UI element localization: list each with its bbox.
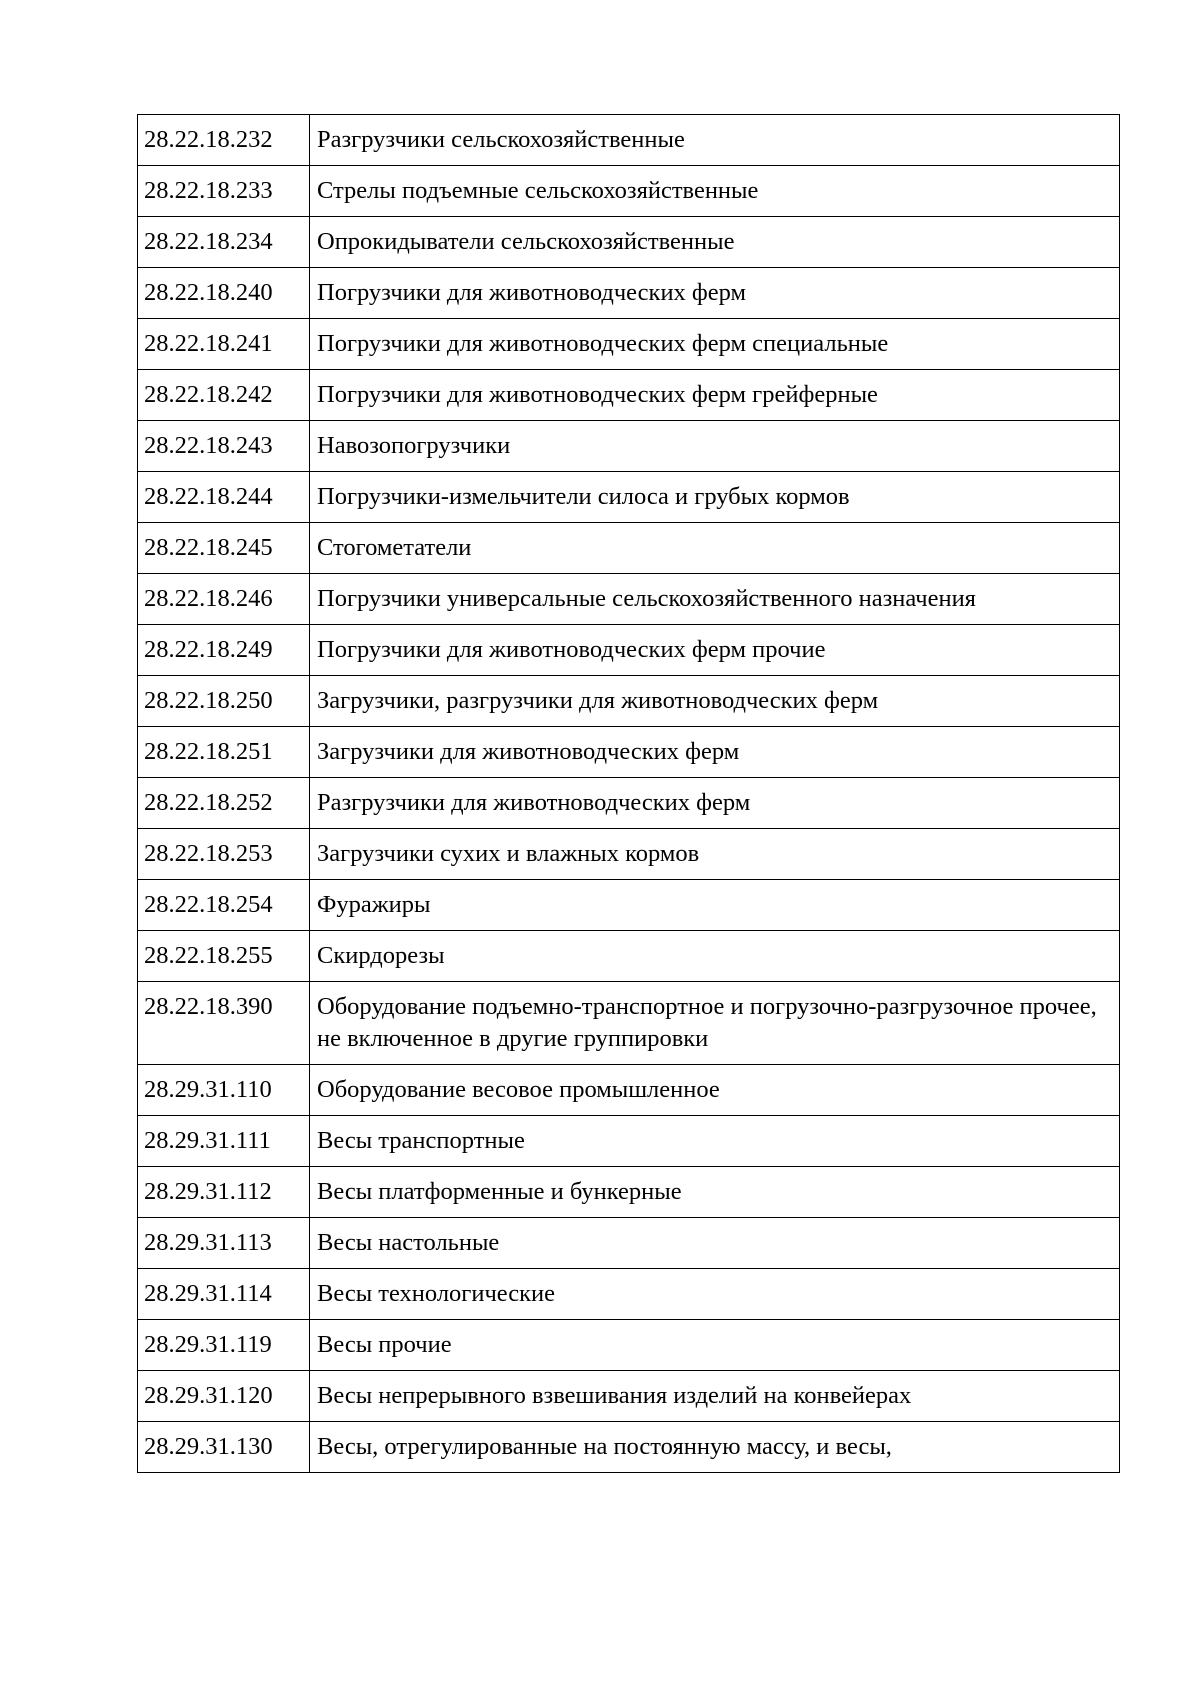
table-row bbox=[138, 1065, 1120, 1116]
code-cell: 28.22.18.242 bbox=[138, 370, 310, 421]
code-cell: 28.22.18.250 bbox=[138, 676, 310, 727]
name-cell: Погрузчики для животноводческих ферм bbox=[310, 268, 1120, 319]
table-row bbox=[138, 880, 1120, 931]
code-cell: 28.22.18.252 bbox=[138, 778, 310, 829]
table-row bbox=[138, 1167, 1120, 1218]
table-row bbox=[138, 1218, 1120, 1269]
code-cell: 28.29.31.114 bbox=[138, 1269, 310, 1320]
name-cell: Стрелы подъемные сельскохозяйственные bbox=[310, 166, 1120, 217]
table-row bbox=[138, 472, 1120, 523]
name-cell: Весы транспортные bbox=[310, 1116, 1120, 1167]
name-cell: Разгрузчики сельскохозяйственные bbox=[310, 115, 1120, 166]
code-cell: 28.29.31.112 bbox=[138, 1167, 310, 1218]
code-cell: 28.22.18.244 bbox=[138, 472, 310, 523]
name-cell: Опрокидыватели сельскохозяйственные bbox=[310, 217, 1120, 268]
code-cell: 28.22.18.254 bbox=[138, 880, 310, 931]
code-cell: 28.22.18.246 bbox=[138, 574, 310, 625]
code-cell: 28.22.18.255 bbox=[138, 931, 310, 982]
code-cell: 28.22.18.241 bbox=[138, 319, 310, 370]
code-cell: 28.22.18.253 bbox=[138, 829, 310, 880]
code-cell: 28.22.18.240 bbox=[138, 268, 310, 319]
code-cell: 28.29.31.110 bbox=[138, 1065, 310, 1116]
table-row bbox=[138, 1320, 1120, 1371]
table-row bbox=[138, 982, 1120, 1065]
code-cell: 28.29.31.120 bbox=[138, 1371, 310, 1422]
code-cell: 28.29.31.130 bbox=[138, 1422, 310, 1473]
table-row bbox=[138, 115, 1120, 166]
name-cell: Оборудование подъемно-транспортное и погрузочно-разгрузочное прочее, не включенное в другие группировки bbox=[310, 982, 1120, 1065]
table-row bbox=[138, 829, 1120, 880]
name-cell: Весы настольные bbox=[310, 1218, 1120, 1269]
code-cell: 28.22.18.390 bbox=[138, 982, 310, 1065]
name-cell: Загрузчики для животноводческих ферм bbox=[310, 727, 1120, 778]
name-cell: Загрузчики сухих и влажных кормов bbox=[310, 829, 1120, 880]
name-cell: Весы платформенные и бункерные bbox=[310, 1167, 1120, 1218]
name-cell: Фуражиры bbox=[310, 880, 1120, 931]
table-row bbox=[138, 1371, 1120, 1422]
table-row bbox=[138, 625, 1120, 676]
code-cell: 28.22.18.233 bbox=[138, 166, 310, 217]
code-cell: 28.22.18.251 bbox=[138, 727, 310, 778]
name-cell: Весы прочие bbox=[310, 1320, 1120, 1371]
name-cell: Погрузчики-измельчители силоса и грубых кормов bbox=[310, 472, 1120, 523]
code-cell: 28.22.18.249 bbox=[138, 625, 310, 676]
code-cell: 28.22.18.232 bbox=[138, 115, 310, 166]
table-row bbox=[138, 268, 1120, 319]
name-cell: Погрузчики для животноводческих ферм грейферные bbox=[310, 370, 1120, 421]
table-row bbox=[138, 727, 1120, 778]
classification-table bbox=[137, 114, 1120, 1473]
table-row bbox=[138, 1269, 1120, 1320]
code-cell: 28.22.18.245 bbox=[138, 523, 310, 574]
name-cell: Весы непрерывного взвешивания изделий на конвейерах bbox=[310, 1371, 1120, 1422]
code-cell: 28.29.31.119 bbox=[138, 1320, 310, 1371]
table-row bbox=[138, 166, 1120, 217]
table-row bbox=[138, 523, 1120, 574]
table-row bbox=[138, 931, 1120, 982]
code-cell: 28.29.31.111 bbox=[138, 1116, 310, 1167]
name-cell: Весы технологические bbox=[310, 1269, 1120, 1320]
table-row bbox=[138, 421, 1120, 472]
name-cell: Стогометатели bbox=[310, 523, 1120, 574]
name-cell: Погрузчики для животноводческих ферм прочие bbox=[310, 625, 1120, 676]
table-row bbox=[138, 319, 1120, 370]
code-cell: 28.22.18.243 bbox=[138, 421, 310, 472]
name-cell: Загрузчики, разгрузчики для животноводческих ферм bbox=[310, 676, 1120, 727]
name-cell: Навозопогрузчики bbox=[310, 421, 1120, 472]
table-row bbox=[138, 370, 1120, 421]
name-cell: Оборудование весовое промышленное bbox=[310, 1065, 1120, 1116]
table-row bbox=[138, 778, 1120, 829]
name-cell: Разгрузчики для животноводческих ферм bbox=[310, 778, 1120, 829]
table-row bbox=[138, 1116, 1120, 1167]
name-cell: Весы, отрегулированные на постоянную массу, и весы, bbox=[310, 1422, 1120, 1473]
code-cell: 28.22.18.234 bbox=[138, 217, 310, 268]
name-cell: Скирдорезы bbox=[310, 931, 1120, 982]
code-cell: 28.29.31.113 bbox=[138, 1218, 310, 1269]
table-row bbox=[138, 1422, 1120, 1473]
name-cell: Погрузчики для животноводческих ферм специальные bbox=[310, 319, 1120, 370]
table-row bbox=[138, 217, 1120, 268]
name-cell: Погрузчики универсальные сельскохозяйственного назначения bbox=[310, 574, 1120, 625]
table-row bbox=[138, 676, 1120, 727]
table-row bbox=[138, 574, 1120, 625]
